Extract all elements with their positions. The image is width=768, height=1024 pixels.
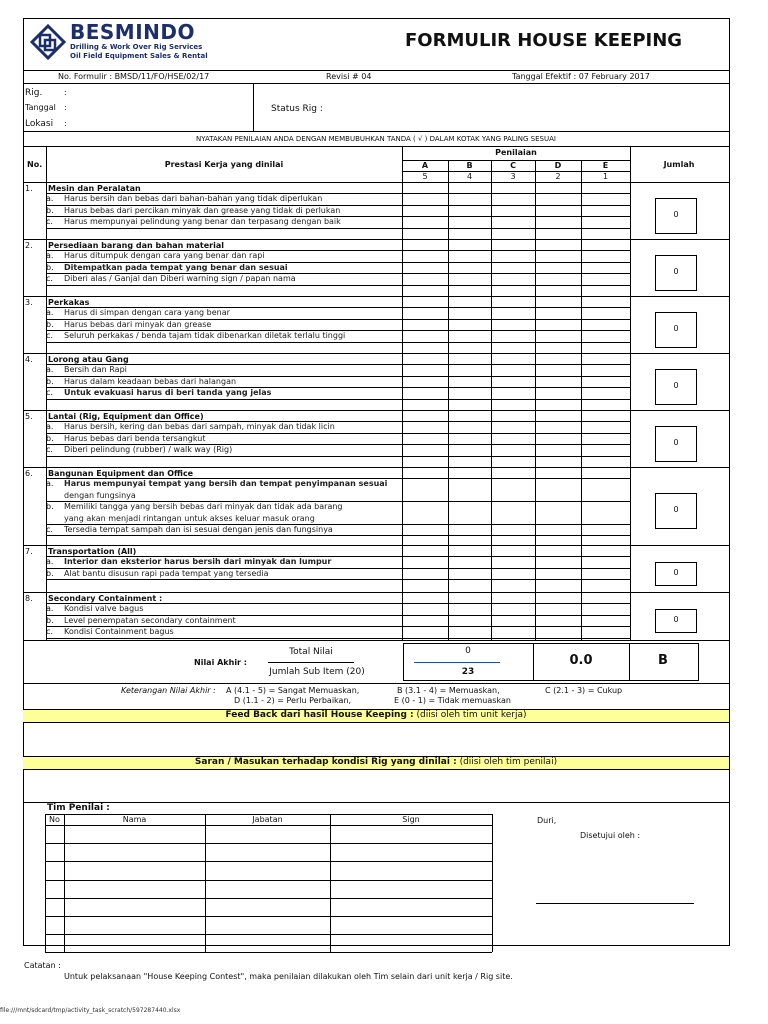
rating-cell-a[interactable] [402, 307, 448, 318]
jumlah-value: 0 [673, 380, 679, 390]
keterangan-c: C (2.1 - 3) = Cukup [545, 686, 623, 695]
saran-title: Saran / Masukan terhadap kondisi Rig yang dinilai : (diisi oleh tim penilai) [194, 757, 558, 767]
saran-input[interactable] [24, 769, 728, 801]
rating-cell-c[interactable] [491, 307, 535, 318]
total-nilai-label: Total Nilai [289, 647, 333, 657]
rating-cell-a[interactable] [402, 193, 448, 204]
tim-cell-jabatan[interactable] [205, 934, 330, 952]
rating-cell-a[interactable] [402, 330, 448, 341]
section-title: Bangunan Equipment dan Office [48, 469, 194, 478]
tim-penilai-label: Tim Penilai : [47, 803, 110, 813]
item-text: Bersih dan Rapi [64, 365, 127, 375]
rating-cell-e[interactable] [581, 603, 630, 614]
rating-cell-d[interactable] [535, 615, 581, 626]
tim-col-sign: Sign [402, 815, 420, 824]
item-letter: a. [46, 557, 54, 567]
item-text: Harus bebas dari benda tersangkut [64, 433, 206, 443]
rating-cell-d[interactable] [535, 364, 581, 375]
rating-cell-a[interactable] [402, 216, 448, 227]
item-text: Level penempatan secondary containment [64, 615, 236, 625]
col-penilaian-header: Penilaian [495, 148, 537, 157]
item-letter: c. [46, 217, 53, 227]
rating-cell-e[interactable] [581, 193, 630, 204]
rating-cell-e[interactable] [581, 250, 630, 261]
tim-cell-jabatan[interactable] [205, 861, 330, 879]
rating-cell-b[interactable] [448, 603, 491, 614]
rating-cell-d[interactable] [535, 216, 581, 227]
item-letter: c. [46, 274, 53, 284]
rating-cell-a[interactable] [402, 319, 448, 330]
rating-cell-b[interactable] [448, 568, 491, 579]
tim-cell-sign[interactable] [330, 934, 492, 952]
section-title: Transportation (All) [48, 547, 137, 556]
item-text: Harus mempunyai pelindung yang benar dan terpasang dengan baik [64, 217, 341, 227]
grade-header-e: E [602, 161, 609, 170]
rating-cell-d[interactable] [535, 330, 581, 341]
tim-cell-jabatan[interactable] [205, 843, 330, 861]
rating-cell-c[interactable] [491, 273, 535, 284]
rating-cell-e[interactable] [581, 556, 630, 567]
form-title: FORMULIR HOUSE KEEPING [405, 30, 683, 51]
logo-icon [30, 24, 66, 60]
rating-cell-d[interactable] [535, 556, 581, 567]
total-nilai-value: 0 [465, 646, 471, 656]
rating-cell-c[interactable] [491, 387, 535, 398]
item-letter: b. [46, 262, 54, 272]
grade-score-b: 4 [466, 172, 473, 181]
rating-cell-c[interactable] [491, 524, 535, 535]
item-text: Harus bersih dan bebas dari bahan-bahan yang tidak diperlukan [64, 194, 323, 204]
rating-cell-c[interactable] [491, 568, 535, 579]
tim-cell-jabatan[interactable] [205, 898, 330, 916]
rating-cell-b[interactable] [448, 444, 491, 455]
tim-cell-sign[interactable] [330, 861, 492, 879]
rating-cell-e[interactable] [581, 501, 630, 524]
tim-col-jabatan: Jabatan [252, 815, 283, 824]
rating-cell-a[interactable] [402, 421, 448, 432]
tim-cell-sign[interactable] [330, 916, 492, 934]
tim-cell-nama[interactable] [64, 898, 205, 916]
rating-cell-b[interactable] [448, 319, 491, 330]
rating-cell-b[interactable] [448, 478, 491, 501]
item-letter: c. [46, 445, 53, 455]
tim-cell-jabatan[interactable] [205, 825, 330, 843]
catatan-text: Untuk pelaksanaan "House Keeping Contest", maka penilaian dilakukan oleh Tim selain dari unit kerja / Rig site. [64, 972, 513, 981]
grade-header-c: C [510, 161, 516, 170]
keterangan-a: A (4.1 - 5) = Sangat Memuaskan, [226, 686, 360, 695]
sub-item-value: 23 [461, 667, 475, 677]
feedback-input[interactable] [24, 722, 728, 756]
item-letter: b. [46, 205, 54, 215]
rating-cell-d[interactable] [535, 193, 581, 204]
footer-path: file:///mnt/sdcard/tmp/activity_task_scratch/597287440.xlsx [0, 1007, 181, 1014]
rating-cell-e[interactable] [581, 330, 630, 341]
tim-cell-nama[interactable] [64, 861, 205, 879]
item-letter: c. [46, 388, 53, 398]
jumlah-value: 0 [673, 323, 679, 333]
disetujui-label: Disetujui oleh : [580, 831, 641, 840]
effective-date: Tanggal Efektif : 07 February 2017 [512, 72, 650, 81]
rating-cell-a[interactable] [402, 433, 448, 444]
grade-header-a: A [421, 161, 429, 170]
keterangan-e: E (0 - 1) = Tidak memuaskan [394, 696, 511, 705]
rating-cell-b[interactable] [448, 193, 491, 204]
item-text: Harus di simpan dengan cara yang benar [64, 308, 230, 318]
keterangan-label: Keterangan Nilai Akhir : [121, 686, 216, 695]
item-letter: a. [46, 365, 54, 375]
jumlah-sub-item-label: Jumlah Sub Item (20) [269, 667, 365, 677]
item-letter: a. [46, 604, 54, 614]
rating-cell-d[interactable] [535, 319, 581, 330]
item-letter: b. [46, 319, 54, 329]
form-number: No. Formulir : BMSD/11/FO/HSE/02/17 [58, 72, 210, 81]
tim-cell-jabatan[interactable] [205, 880, 330, 898]
item-letter: a. [46, 194, 54, 204]
rating-cell-d[interactable] [535, 262, 581, 273]
rating-cell-a[interactable] [402, 273, 448, 284]
rating-cell-b[interactable] [448, 387, 491, 398]
rating-cell-d[interactable] [535, 307, 581, 318]
tim-cell-sign[interactable] [330, 880, 492, 898]
keterangan-b: B (3.1 - 4) = Memuaskan, [397, 686, 500, 695]
section-title: Persediaan barang dan bahan material [48, 241, 224, 250]
rating-cell-e[interactable] [581, 568, 630, 579]
rating-cell-c[interactable] [491, 216, 535, 227]
tim-cell-sign[interactable] [330, 898, 492, 916]
rating-cell-c[interactable] [491, 615, 535, 626]
rating-cell-c[interactable] [491, 478, 535, 501]
item-text: Harus mempunyai tempat yang bersih dan tempat penyimpanan sesuai [64, 479, 388, 489]
rating-cell-b[interactable] [448, 216, 491, 227]
col-no-header: No. [27, 160, 43, 169]
grade-header-b: B [466, 161, 473, 170]
item-letter: a. [46, 479, 54, 489]
item-text: Kondisi valve bagus [64, 604, 144, 614]
rating-cell-d[interactable] [535, 433, 581, 444]
rating-cell-d[interactable] [535, 205, 581, 216]
item-letter: b. [46, 376, 54, 386]
rating-cell-c[interactable] [491, 376, 535, 387]
rating-cell-e[interactable] [581, 307, 630, 318]
rating-cell-a[interactable] [402, 478, 448, 501]
grade-score-a: 5 [422, 172, 428, 181]
grade-header-d: D [554, 161, 562, 170]
section-number: 4. [25, 355, 33, 364]
section-number: 6. [25, 469, 33, 478]
rating-cell-d[interactable] [535, 421, 581, 432]
item-text-cont: dengan fungsinya [64, 490, 136, 500]
item-text: Harus bebas dari minyak dan grease [64, 319, 212, 329]
tim-cell-nama[interactable] [64, 843, 205, 861]
approval-signature-line[interactable] [536, 903, 694, 904]
item-letter: b. [46, 433, 54, 443]
rating-cell-b[interactable] [448, 615, 491, 626]
section-number: 5. [25, 412, 33, 421]
item-text: Harus bebas dari percikan minyak dan grease yang tidak di perlukan [64, 205, 341, 215]
rating-cell-d[interactable] [535, 478, 581, 501]
rating-cell-b[interactable] [448, 273, 491, 284]
jumlah-value: 0 [673, 567, 679, 577]
item-letter: b. [46, 502, 54, 512]
jumlah-value: 0 [673, 209, 679, 219]
item-letter: c. [46, 627, 53, 637]
item-text: Memiliki tangga yang bersih bebas dari minyak dan tidak ada barang [64, 502, 343, 512]
item-text: Diberi alas / Ganjal dan Diberi warning sign / papan nama [64, 274, 296, 284]
rating-cell-a[interactable] [402, 524, 448, 535]
section-title: Lorong atau Gang [48, 355, 129, 364]
rating-cell-a[interactable] [402, 205, 448, 216]
rating-cell-b[interactable] [448, 262, 491, 273]
feedback-title: Feed Back dari hasil House Keeping : (diisi oleh tim unit kerja) [225, 710, 527, 720]
rating-cell-e[interactable] [581, 216, 630, 227]
rating-cell-e[interactable] [581, 524, 630, 535]
item-text: Diberi pelindung (rubber) / walk way (Rig) [64, 445, 233, 455]
rig-label: Rig. [25, 88, 43, 98]
nilai-akhir-label: Nilai Akhir : [194, 658, 247, 667]
rating-cell-b[interactable] [448, 307, 491, 318]
item-letter: c. [46, 331, 53, 341]
brand-name: BESMINDO [70, 20, 195, 44]
rating-cell-e[interactable] [581, 626, 630, 637]
item-text: Seluruh perkakas / benda tajam tidak dibenarkan diletak terlalu tinggi [64, 331, 346, 341]
jumlah-value: 0 [673, 266, 679, 276]
instruction-text: NYATAKAN PENILAIAN ANDA DENGAN MEMBUBUHKAN TANDA ( √ ) DALAM KOTAK YANG PALING SESUAI [196, 135, 556, 143]
rating-cell-b[interactable] [448, 433, 491, 444]
item-letter: c. [46, 525, 53, 534]
tim-cell-nama[interactable] [64, 934, 205, 952]
rating-cell-b[interactable] [448, 376, 491, 387]
tanggal-label: Tanggal [25, 103, 56, 112]
rating-cell-a[interactable] [402, 262, 448, 273]
jumlah-value: 0 [673, 437, 679, 447]
tim-cell-nama[interactable] [64, 916, 205, 934]
tim-cell-nama[interactable] [64, 825, 205, 843]
rating-cell-c[interactable] [491, 205, 535, 216]
grade-score-e: 1 [602, 172, 609, 181]
grade-value: B [658, 653, 668, 668]
section-number: 3. [25, 298, 33, 307]
item-text: Alat bantu disusun rapi pada tempat yang tersedia [64, 568, 269, 578]
lokasi-label: Lokasi [25, 119, 54, 129]
jumlah-value: 0 [673, 615, 679, 624]
rating-cell-c[interactable] [491, 433, 535, 444]
item-text: Harus ditumpuk dengan cara yang benar dan rapi [64, 251, 265, 261]
item-text: Tersedia tempat sampah dan isi sesuai dengan jenis dan fungsinya [64, 525, 333, 534]
rating-cell-a[interactable] [402, 376, 448, 387]
brand-tagline-2: Oil Field Equipment Sales & Rental [70, 52, 208, 60]
section-title: Secondary Containment : [48, 594, 163, 603]
col-jumlah-header: Jumlah [663, 160, 695, 169]
item-text: Ditempatkan pada tempat yang benar dan sesuai [64, 262, 288, 272]
rating-cell-b[interactable] [448, 556, 491, 567]
rating-cell-a[interactable] [402, 250, 448, 261]
rating-cell-e[interactable] [581, 433, 630, 444]
tim-cell-nama[interactable] [64, 880, 205, 898]
tim-cell-sign[interactable] [330, 825, 492, 843]
rating-cell-a[interactable] [402, 444, 448, 455]
rating-cell-b[interactable] [448, 250, 491, 261]
rating-cell-d[interactable] [535, 501, 581, 524]
item-text: Interior dan eksterior harus bersih dari minyak dan lumpur [64, 557, 332, 567]
rating-cell-e[interactable] [581, 444, 630, 455]
section-title: Mesin dan Peralatan [48, 184, 141, 193]
brand-tagline-1: Drilling & Work Over Rig Services [70, 43, 203, 51]
section-number: 1. [25, 184, 33, 193]
rating-cell-b[interactable] [448, 524, 491, 535]
score-value: 0.0 [569, 653, 593, 668]
tim-col-nama: Nama [122, 815, 147, 824]
rating-cell-e[interactable] [581, 421, 630, 432]
rating-cell-a[interactable] [402, 603, 448, 614]
rating-cell-e[interactable] [581, 273, 630, 284]
rating-cell-c[interactable] [491, 193, 535, 204]
rating-cell-c[interactable] [491, 444, 535, 455]
rating-cell-d[interactable] [535, 524, 581, 535]
item-letter: a. [46, 422, 54, 432]
rating-cell-c[interactable] [491, 330, 535, 341]
rating-cell-c[interactable] [491, 556, 535, 567]
rating-cell-a[interactable] [402, 615, 448, 626]
item-text: Harus bersih, kering dan bebas dari sampah, minyak dan tidak licin [64, 422, 335, 432]
item-letter: a. [46, 308, 54, 318]
rating-cell-b[interactable] [448, 626, 491, 637]
tim-cell-sign[interactable] [330, 843, 492, 861]
section-title: Lantai (Rig, Equipment dan Office) [48, 412, 204, 421]
item-text: Untuk evakuasi harus di beri tanda yang jelas [64, 388, 272, 398]
jumlah-value: 0 [673, 505, 679, 514]
rating-cell-c[interactable] [491, 262, 535, 273]
rating-cell-c[interactable] [491, 250, 535, 261]
grade-score-d: 2 [555, 172, 561, 181]
rating-cell-b[interactable] [448, 205, 491, 216]
rating-cell-d[interactable] [535, 626, 581, 637]
duri-label: Duri, [537, 816, 557, 825]
rating-cell-e[interactable] [581, 387, 630, 398]
item-letter: a. [46, 251, 54, 261]
item-letter: b. [46, 568, 54, 578]
rating-cell-d[interactable] [535, 568, 581, 579]
rating-cell-b[interactable] [448, 421, 491, 432]
rating-cell-c[interactable] [491, 319, 535, 330]
rating-cell-a[interactable] [402, 501, 448, 524]
section-number: 8. [25, 594, 33, 603]
company-logo [30, 24, 66, 60]
rating-cell-d[interactable] [535, 444, 581, 455]
section-number: 2. [25, 241, 33, 250]
tim-col-no: No [49, 815, 60, 824]
rating-cell-b[interactable] [448, 330, 491, 341]
item-text: Kondisi Containment bagus [64, 627, 174, 637]
rating-cell-e[interactable] [581, 478, 630, 501]
rating-cell-a[interactable] [402, 568, 448, 579]
rating-cell-b[interactable] [448, 364, 491, 375]
item-letter: b. [46, 615, 54, 625]
rating-cell-d[interactable] [535, 387, 581, 398]
col-prestasi-header: Prestasi Kerja yang dinilai [164, 160, 284, 169]
rating-cell-c[interactable] [491, 364, 535, 375]
section-title: Perkakas [48, 298, 90, 307]
catatan-label: Catatan : [24, 961, 61, 970]
rating-cell-e[interactable] [581, 262, 630, 273]
item-text: Harus dalam keadaan bebas dari halangan [64, 376, 237, 386]
status-rig-label: Status Rig : [271, 104, 323, 114]
grade-score-c: 3 [510, 172, 516, 181]
rating-cell-a[interactable] [402, 626, 448, 637]
rating-cell-c[interactable] [491, 626, 535, 637]
rating-cell-d[interactable] [535, 250, 581, 261]
section-number: 7. [25, 547, 33, 556]
rating-cell-d[interactable] [535, 273, 581, 284]
item-text-cont: yang akan menjadi rintangan untuk akses keluar masuk orang [64, 513, 315, 523]
rating-cell-a[interactable] [402, 556, 448, 567]
revision: Revisi # 04 [326, 72, 372, 81]
tim-cell-jabatan[interactable] [205, 916, 330, 934]
rating-cell-e[interactable] [581, 376, 630, 387]
rating-cell-a[interactable] [402, 387, 448, 398]
rating-cell-c[interactable] [491, 421, 535, 432]
rating-cell-d[interactable] [535, 603, 581, 614]
rating-cell-b[interactable] [448, 501, 491, 524]
rating-cell-a[interactable] [402, 364, 448, 375]
rating-cell-e[interactable] [581, 615, 630, 626]
rating-cell-c[interactable] [491, 603, 535, 614]
rating-cell-e[interactable] [581, 205, 630, 216]
rating-cell-e[interactable] [581, 364, 630, 375]
keterangan-d: D (1.1 - 2) = Perlu Perbaikan, [234, 696, 352, 705]
rating-cell-c[interactable] [491, 501, 535, 524]
rating-cell-e[interactable] [581, 319, 630, 330]
rating-cell-d[interactable] [535, 376, 581, 387]
